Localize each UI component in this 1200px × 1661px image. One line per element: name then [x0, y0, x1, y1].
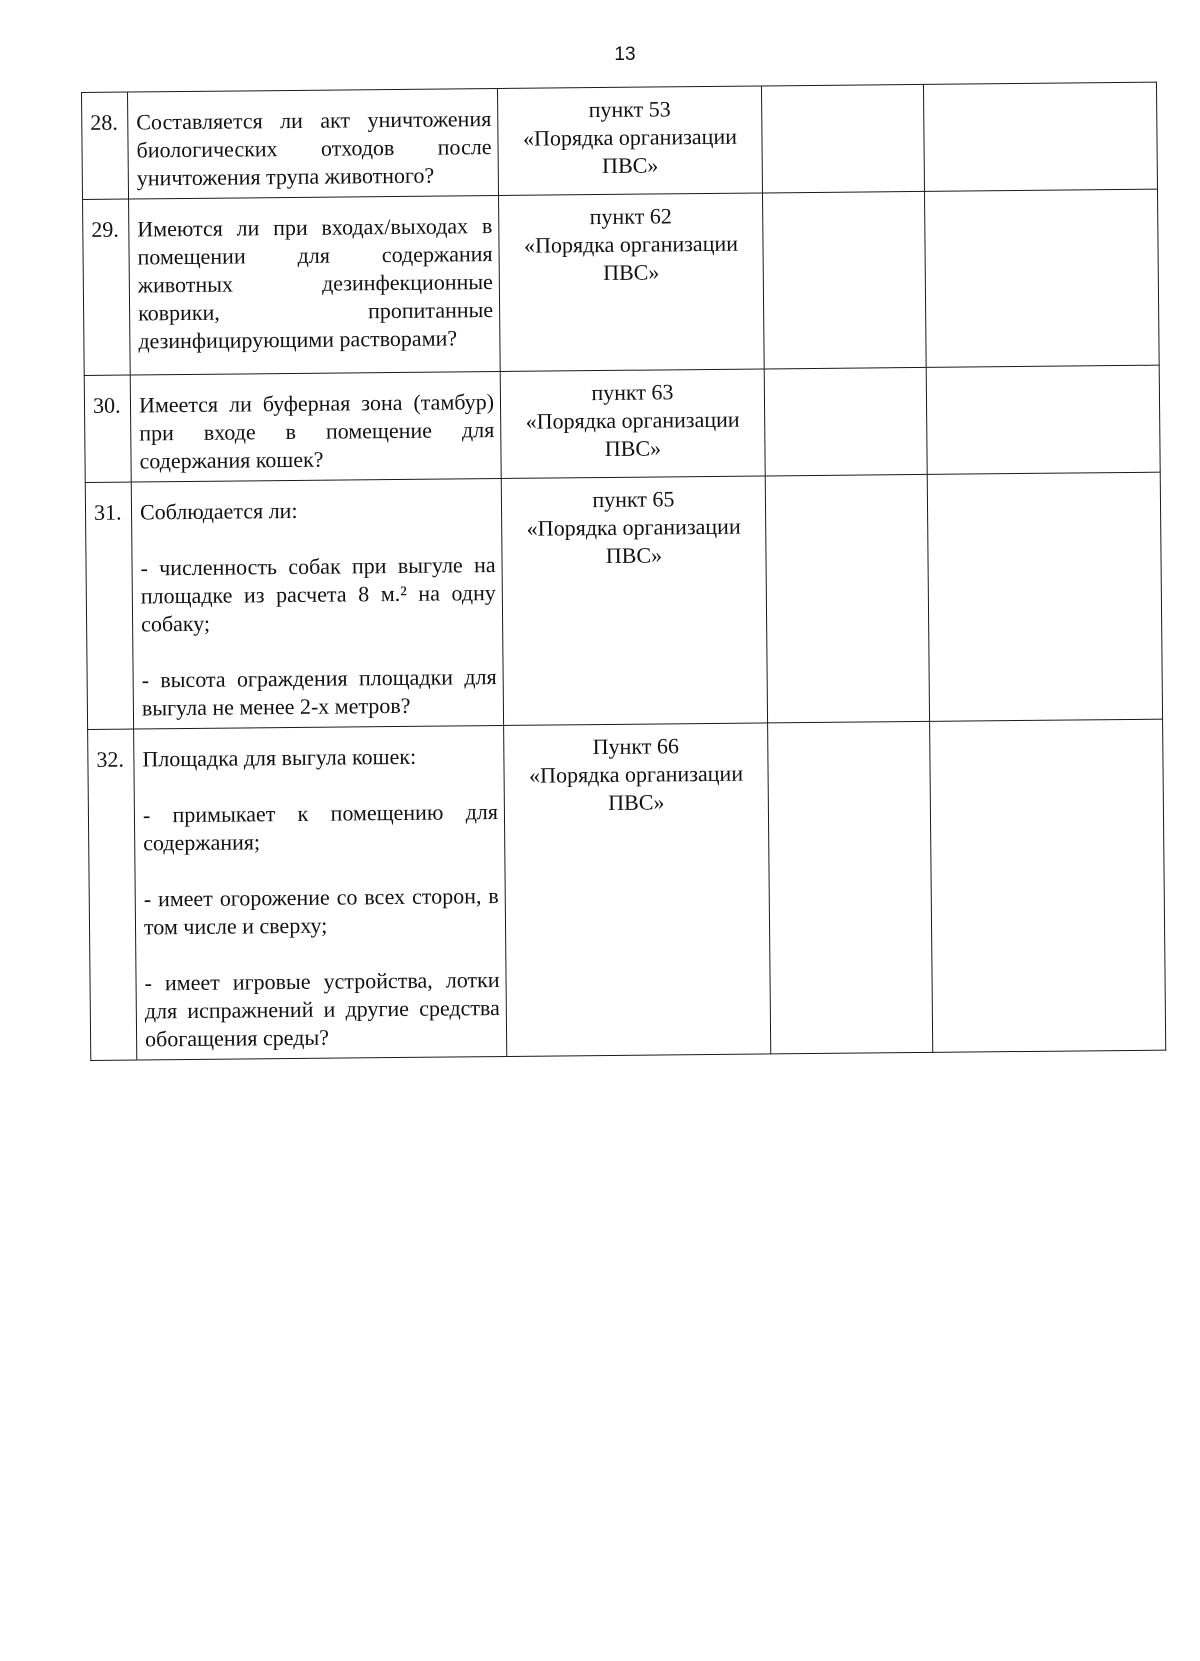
reference-cell [501, 476, 767, 726]
table-row [82, 82, 1158, 199]
question-text: Соблюдается ли: [139, 497, 298, 525]
question-item: - примыкает к помещению для содержания; [142, 799, 499, 856]
question-text: Площадка для выгула кошек: [142, 743, 417, 772]
reference-cell [504, 723, 771, 1057]
answer-cell[interactable] [763, 191, 927, 369]
row-number: 31. [85, 482, 133, 729]
question-cell [128, 89, 499, 200]
note-cell[interactable] [926, 365, 1160, 474]
reference-document-end: ПВС» [603, 259, 660, 285]
row-number: 29. [83, 199, 131, 375]
question-item: - высота ограждения площадки для выгула не менее 2-х метров? [141, 664, 497, 721]
reference-document: «Порядка организации [525, 406, 740, 434]
question-cell [129, 195, 501, 375]
checklist-table [81, 82, 1166, 1061]
note-cell[interactable] [924, 189, 1159, 367]
reference-clause: Пункт 66 [592, 733, 680, 760]
question-cell [131, 478, 503, 729]
table-row [83, 189, 1160, 375]
reference-document: «Порядка организации [526, 513, 741, 541]
question-text: Имеются ли при входах/выходах в помещении для содержания животных дезинфекционные коврики, пропитанные дезинфицирующими растворами? [137, 213, 494, 354]
question-item: - численность собак при выгуле на площадке из расчета 8 м.² на одну собаку; [140, 552, 496, 637]
question-item: - имеет игровые устройства, лотки для испражнений и другие средства обогащения среды? [144, 967, 500, 1052]
reference-cell [499, 193, 765, 372]
note-cell[interactable] [927, 472, 1162, 721]
answer-cell[interactable] [764, 367, 927, 476]
question-text: Составляется ли акт уничтожения биологических отходов после уничтожения трупа животного? [136, 106, 492, 191]
reference-cell [497, 86, 762, 196]
table-row [85, 472, 1162, 729]
reference-clause: пункт 63 [591, 379, 674, 406]
answer-cell[interactable] [761, 84, 924, 193]
checklist-sheet [81, 82, 1165, 1061]
question-cell [130, 371, 501, 482]
reference-cell [500, 369, 765, 479]
reference-document: «Порядка организации [528, 760, 744, 788]
reference-document: «Порядка организации [523, 230, 739, 258]
table-row [84, 365, 1160, 482]
reference-clause: пункт 65 [592, 486, 675, 513]
note-cell[interactable] [923, 82, 1157, 191]
row-number: 30. [84, 375, 131, 482]
reference-document-end: ПВС» [601, 152, 659, 179]
question-text: Имеется ли буферная зона (тамбур) при входе в помещение для содержания кошек? [138, 389, 495, 474]
reference-document-end: ПВС» [608, 789, 665, 815]
table-row [88, 719, 1166, 1060]
row-number: 28. [82, 92, 129, 199]
reference-clause: пункт 62 [589, 203, 672, 230]
answer-cell[interactable] [768, 721, 933, 1054]
reference-clause: пункт 53 [588, 96, 671, 123]
reference-document-end: ПВС» [604, 435, 662, 461]
question-cell [134, 725, 507, 1060]
reference-document: «Порядка организации [522, 123, 738, 151]
page-number: 13 [614, 44, 636, 65]
row-number: 32. [88, 729, 137, 1060]
answer-cell[interactable] [765, 474, 929, 723]
question-item: - имеет огорожение со всех сторон, в том числе и сверху; [143, 883, 499, 940]
note-cell[interactable] [930, 719, 1166, 1052]
reference-document-end: ПВС» [605, 542, 663, 568]
